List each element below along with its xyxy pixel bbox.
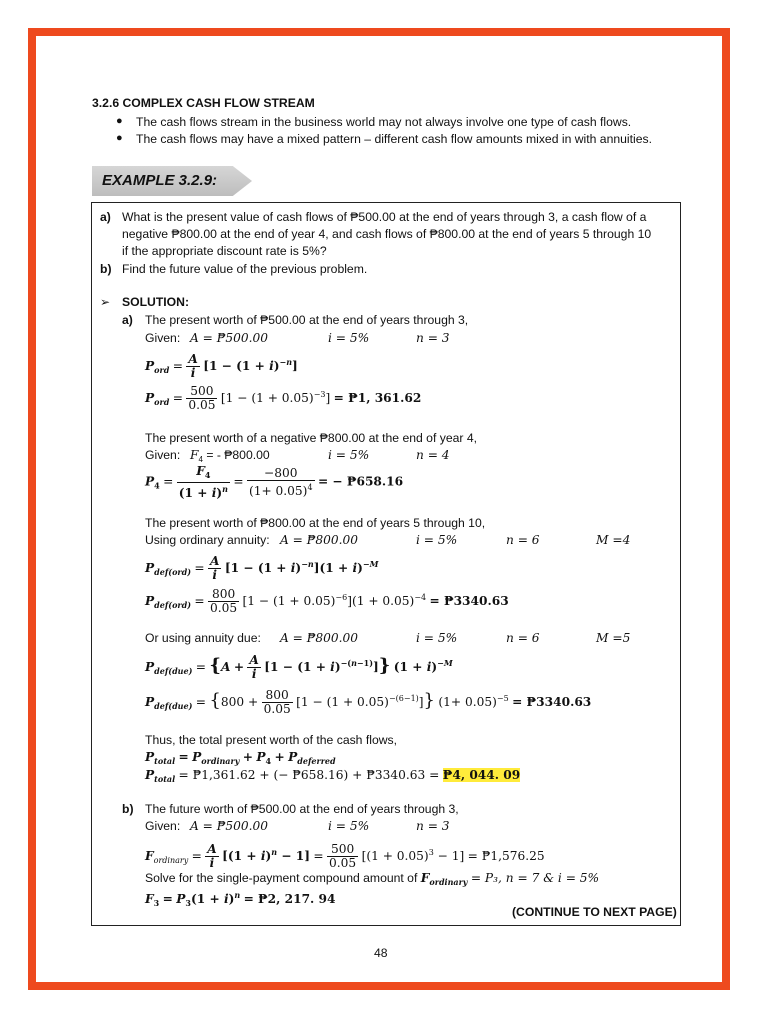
question-a-text: What is the present value of cash flows of ₱500.00 at the end of years through 3, a cash flow of a [122,210,647,224]
given-n: n = 6 [506,631,540,645]
part-a-intro-3: The present worth of ₱800.00 at the end of years 5 through 10, [145,516,486,530]
question-a-text: if the appropriate discount rate is 5%? [122,244,327,258]
given-a: A = ₱800.00 [280,631,359,645]
formula-ptotal: $P_{total} = P_{ordinary} + P_4 + P_{deferred}$ [145,750,336,766]
given-a: A = ₱800.00 [280,533,359,547]
bullet-text: The cash flows stream in the business world may not always involve one type of cash flows. [136,115,632,129]
given-i: i = 5% [416,631,458,645]
formula-pord-value: $P_{ord}$ = $\frac{500}{0.05}$ $[1 - (1 + 0.05)^{-3}]$ = ₱1, 361.62 [145,384,422,413]
question-a-text: negative ₱800.00 at the end of year 4, and cash flows of ₱800.00 at the end of years 5 through 10 [122,227,652,241]
given-i: i = 5% [328,331,370,345]
part-a-intro-2: The present worth of a negative ₱800.00 at the end of year 4, [145,431,477,445]
result-p4: = − ₱658.16 [317,474,404,489]
part-b-label: b) [122,802,134,816]
given-prefix: Given: [145,331,181,345]
bullet-dot: ● [116,115,123,127]
formula-pdef-ord-value: $P_{def(ord)}$ = $\frac{800}{0.05}$ $[1 - (1 + 0.05)^{-6}](1 + 0.05)^{-4}$ = ₱3340.63 [145,587,509,616]
thus-text: Thus, the total present worth of the cash flows, [145,733,398,747]
part-b-intro: The future worth of ₱500.00 at the end of years through 3, [145,802,459,816]
formula-f3: $F_3 = P_3(1 + i)^n$ = ₱2, 217. 94 [145,890,336,908]
continue-note: (CONTINUE TO NEXT PAGE) [512,905,677,919]
section-heading: 3.2.6 COMPLEX CASH FLOW STREAM [92,96,315,110]
given-m: M =4 [596,533,631,547]
given-n: n = 3 [416,819,450,833]
formula-p4: $P_4$ = $\frac{F_4}{(1 + i)^n}$ = $\frac{-800}{(1+ 0.05)^4}$ = − ₱658.16 [145,464,404,500]
given-a: A = ₱500.00 [190,819,269,833]
result-f3: = ₱2, 217. 94 [243,892,336,906]
given-a: A = ₱500.00 [190,331,269,345]
given-n: n = 4 [416,448,450,462]
formula-ptotal-value: $P_{total}$ = ₱1,361.62 + (− ₱658.16) + ₱3340.63 = ₱4, 044. 09 [145,768,521,784]
question-b-label: b) [100,262,112,276]
example-label: EXAMPLE 3.2.9: [102,172,218,189]
formula-pdef-ord: $P_{def(ord)}$ = $\frac{A}{i}$ $[1 - (1 + i)^{-n}](1 + i)^{-M}$ [145,554,379,583]
total-result: ₱4, 044. 09 [442,768,521,782]
given-i: i = 5% [328,448,370,462]
given-i: i = 5% [416,533,458,547]
formula-fordinary: $F_{ordinary}$ = $\frac{A}{i}$ $[(1 + i)^n - 1]$ = $\frac{500}{0.05}$ $[(1 + 0.05)^3 - 1]$ = ₱1,576.25 [145,842,545,871]
arrow-bullet-icon: ➢ [100,295,111,309]
given-prefix: Or using annuity due: [145,631,261,645]
result-pdef-due: = ₱3340.63 [512,695,592,709]
question-a-label: a) [100,210,111,224]
given-i: i = 5% [328,819,370,833]
result-fordinary: = ₱1,576.25 [467,849,545,863]
bullet-text: The cash flows may have a mixed pattern – different cash flow amounts mixed in with annuities. [136,132,652,146]
bullet-dot: ● [116,132,123,144]
result-pord: = ₱1, 361.62 [333,391,422,405]
solution-label: SOLUTION: [122,295,190,309]
result-pdef-ord: = ₱3340.63 [429,594,509,608]
given-f4: $F_4$ = - ₱800.00 [190,448,270,464]
part-a-label: a) [122,313,133,327]
given-m: M =5 [596,631,631,645]
question-b-text: Find the future value of the previous problem. [122,262,368,276]
formula-pdef-due: $P_{def(due)} = \{A$ + $\frac{A}{i}$ $[1 - (1 + i)^{-(n-1)}]$} $(1 + i)^{-M}$ [145,653,453,682]
part-a-intro: The present worth of ₱500.00 at the end of years through 3, [145,313,469,327]
page-number: 48 [374,946,388,960]
given-prefix: Given: [145,819,181,833]
given-n: n = 6 [506,533,540,547]
given-prefix: Using ordinary annuity: [145,533,270,547]
given-prefix: Given: [145,448,181,462]
formula-pord: $P_{ord}$ = $\frac{A}{i}$ $[1 - (1 + i)^{-n}]$ [145,352,298,381]
given-n: n = 3 [416,331,450,345]
formula-pdef-due-value: $P_{def(due)} = \{800$ + $\frac{800}{0.05}$ $[1 - (1 + 0.05)^{-(6-1)}]$} $(1+ 0.05)^{-5}$ = ₱3340.63 [145,688,592,717]
solve-text: Solve for the single-payment compound amount of $F_{ordinary} = P_3$, n = 7 & i = 5% [145,871,600,887]
